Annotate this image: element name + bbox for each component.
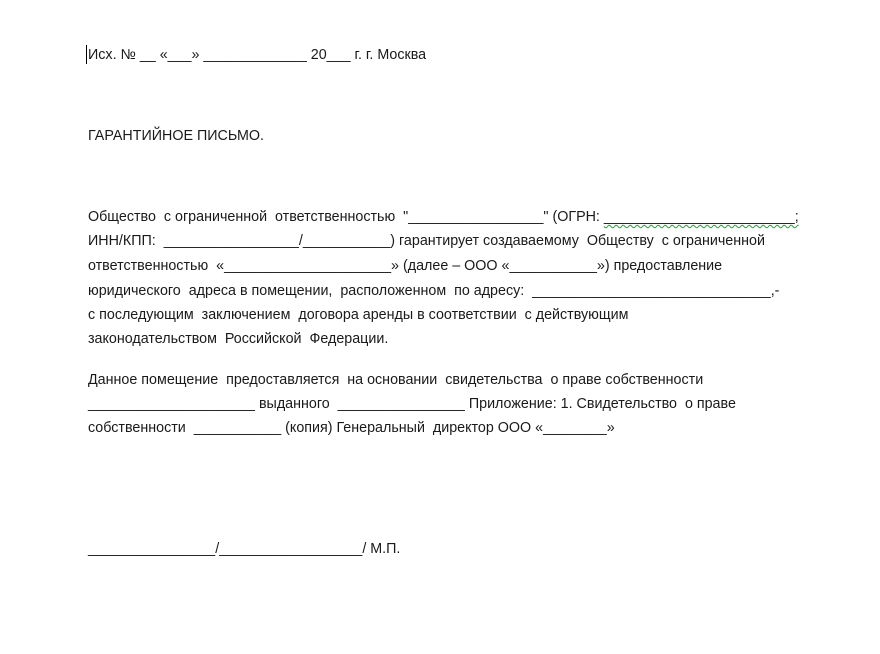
ogrn-blank: ________________________;	[603, 209, 799, 225]
paragraph2-line3: собственности ___________ (копия) Генеральный директор ООО «________»	[88, 420, 615, 436]
paragraph1-line3: ответственностью «_____________________» (далее – ООО «___________») предоставление	[88, 258, 723, 274]
text-cursor	[86, 45, 87, 64]
paragraph1-line4: юридического адреса в помещении, расположенном по адресу: ______________________________,-	[88, 283, 780, 299]
paragraph1-line1	[88, 208, 799, 226]
paragraph1-line2: ИНН/КПП: _________________/___________) гарантирует создаваемому Обществу с ограниченной	[88, 233, 765, 249]
paragraph2-line2: _____________________ выданного ________________ Приложение: 1. Свидетельство о праве	[88, 396, 736, 412]
paragraph1-line5: с последующим заключением договора аренды в соответствии с действующим	[88, 307, 629, 323]
signature-line: ________________/__________________/ М.П.	[88, 541, 401, 557]
outgoing-number-line: Исх. № __ «___» _____________ 20___ г. г. Москва	[88, 47, 427, 63]
paragraph2-line1: Данное помещение предоставляется на основании свидетельства о праве собственности	[88, 372, 704, 388]
document-title: ГАРАНТИЙНОЕ ПИСЬМО.	[88, 128, 264, 144]
paragraph1-line6: законодательством Российской Федерации.	[88, 331, 389, 347]
paragraph1-line1-text: Общество с ограниченной ответственностью "_________________" (ОГРН:	[88, 209, 600, 225]
